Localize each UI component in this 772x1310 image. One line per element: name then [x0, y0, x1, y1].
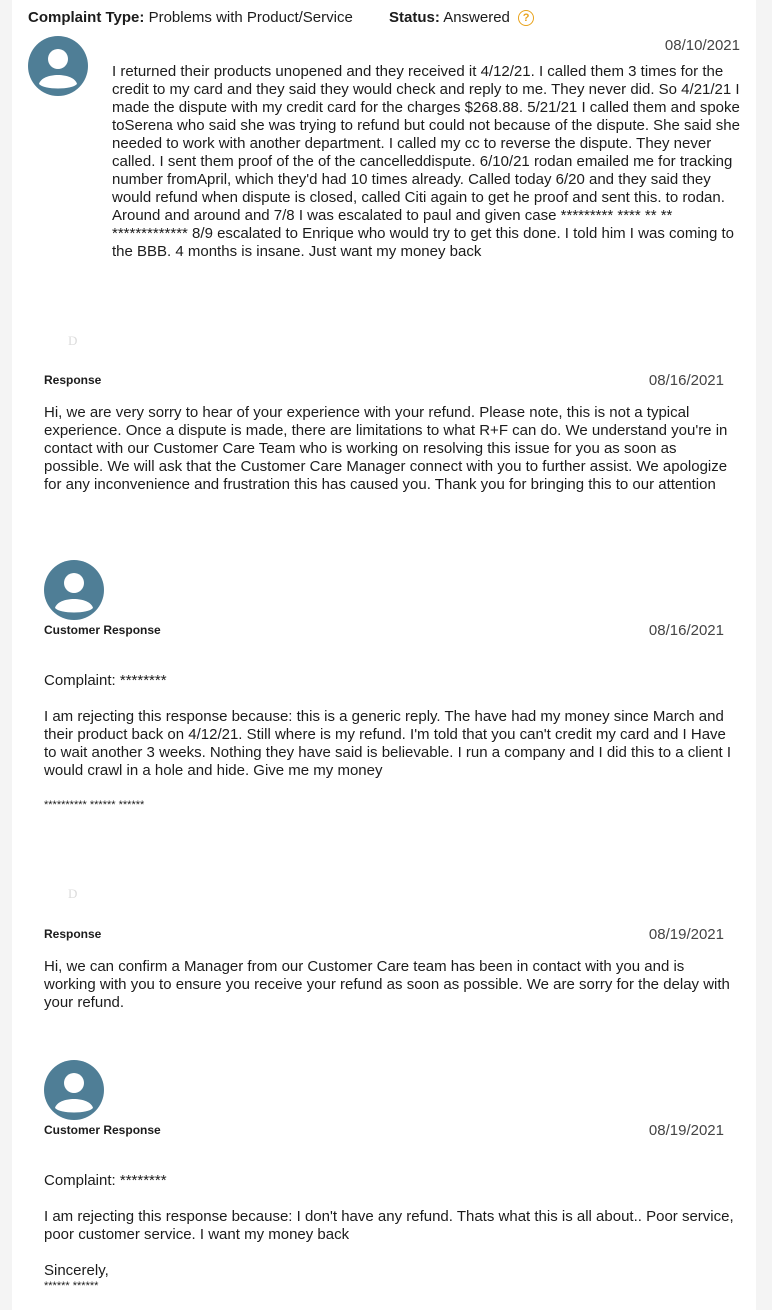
customer-response-text: I am rejecting this response because: this is a generic reply. The have had my money since March and their product back on 4/12/21. Still where is my refund. I'm told that you can't credit my card and I Have to wait another 3 weeks. Nothing they have said is believable. I run a company and I did this to a client I would crawl in a hole and hide. Give me my money — [44, 708, 732, 779]
customer-response-date: 08/19/2021 — [648, 1122, 724, 1139]
business-logo: D — [68, 886, 78, 901]
customer-response-text: I am rejecting this response because: I don't have any refund. Thats what this is all about.. Poor service, poor customer service. I want my money back — [44, 1208, 734, 1243]
response-label: Response — [44, 373, 102, 387]
complaint-date: 08/10/2021 — [664, 37, 740, 54]
complaint-type — [28, 9, 353, 26]
response-date: 08/19/2021 — [648, 926, 724, 943]
customer-signature: ****** ****** — [44, 1280, 99, 1292]
user-avatar-icon — [44, 560, 104, 620]
customer-response-date: 08/16/2021 — [648, 622, 724, 639]
sincerely-line: Sincerely, — [44, 1262, 109, 1279]
response-text: Hi, we can confirm a Manager from our Customer Care team has been in contact with you and is working with you to ensure you receive your refund as soon as possible. We are sorry for the delay with your refund. — [44, 958, 730, 1011]
status-label: Status: — [389, 9, 440, 26]
response-date: 08/16/2021 — [648, 372, 724, 389]
complaint-id-line: Complaint: ******** — [44, 1172, 167, 1189]
response-text: Hi, we are very sorry to hear of your experience with your refund. Please note, this is not a typical experience. Once a dispute is made, there are limitations to what R+F can do. We understand you're in contact with our Customer Care Team who is working on resolving this issue for you as soon as possible. We will ask that the Customer Care Manager connect with you to further assist. We apologize for any inconvenience and frustration this has caused you. Thank you for bringing this to our attention — [44, 404, 728, 493]
complaint-id-line: Complaint: ******** — [44, 672, 167, 689]
business-logo: D — [68, 333, 78, 348]
user-avatar-icon — [28, 36, 88, 96]
question-circle-icon[interactable]: ? — [518, 10, 534, 26]
user-avatar-icon — [44, 1060, 104, 1120]
complaint-status — [389, 9, 534, 26]
complaint-type-label: Complaint Type: — [28, 9, 145, 26]
complaint-text: I returned their products unopened and they received it 4/12/21. I called them 3 times for the credit to my card and they said they would check and reply to me. They never did. So 4/21/21 I made the dispute with my credit card for the charges $268.88. 5/21/21 I called them and spoke toSerena who said she was trying to refund but could not because of the dispute. She said she needed to work with another department. I called my cc to reverse the dispute. They never called. I sent them proof of the of the cancelleddispute. 6/10/21 rodan emailed me for tracking number fromApril, which they'd had 10 times already. Called today 6/20 and they said they would refund when dispute is closed, called Citi again to get he proof and sent this. to rodan. Around and around and 7/8 I was escalated to paul and given case ********* **** ** ** ************* 8/9 escalated to Enrique who would try to get this done. I told him I was coming to the BBB. 4 months is insane. Just want my money back — [112, 63, 740, 260]
customer-response-label: Customer Response — [44, 1123, 161, 1137]
complaint-type-value: Problems with Product/Service — [148, 9, 353, 26]
customer-signature: ********** ****** ****** — [44, 799, 145, 811]
response-label: Response — [44, 927, 102, 941]
customer-response-label: Customer Response — [44, 623, 161, 637]
status-value: Answered — [443, 9, 510, 26]
